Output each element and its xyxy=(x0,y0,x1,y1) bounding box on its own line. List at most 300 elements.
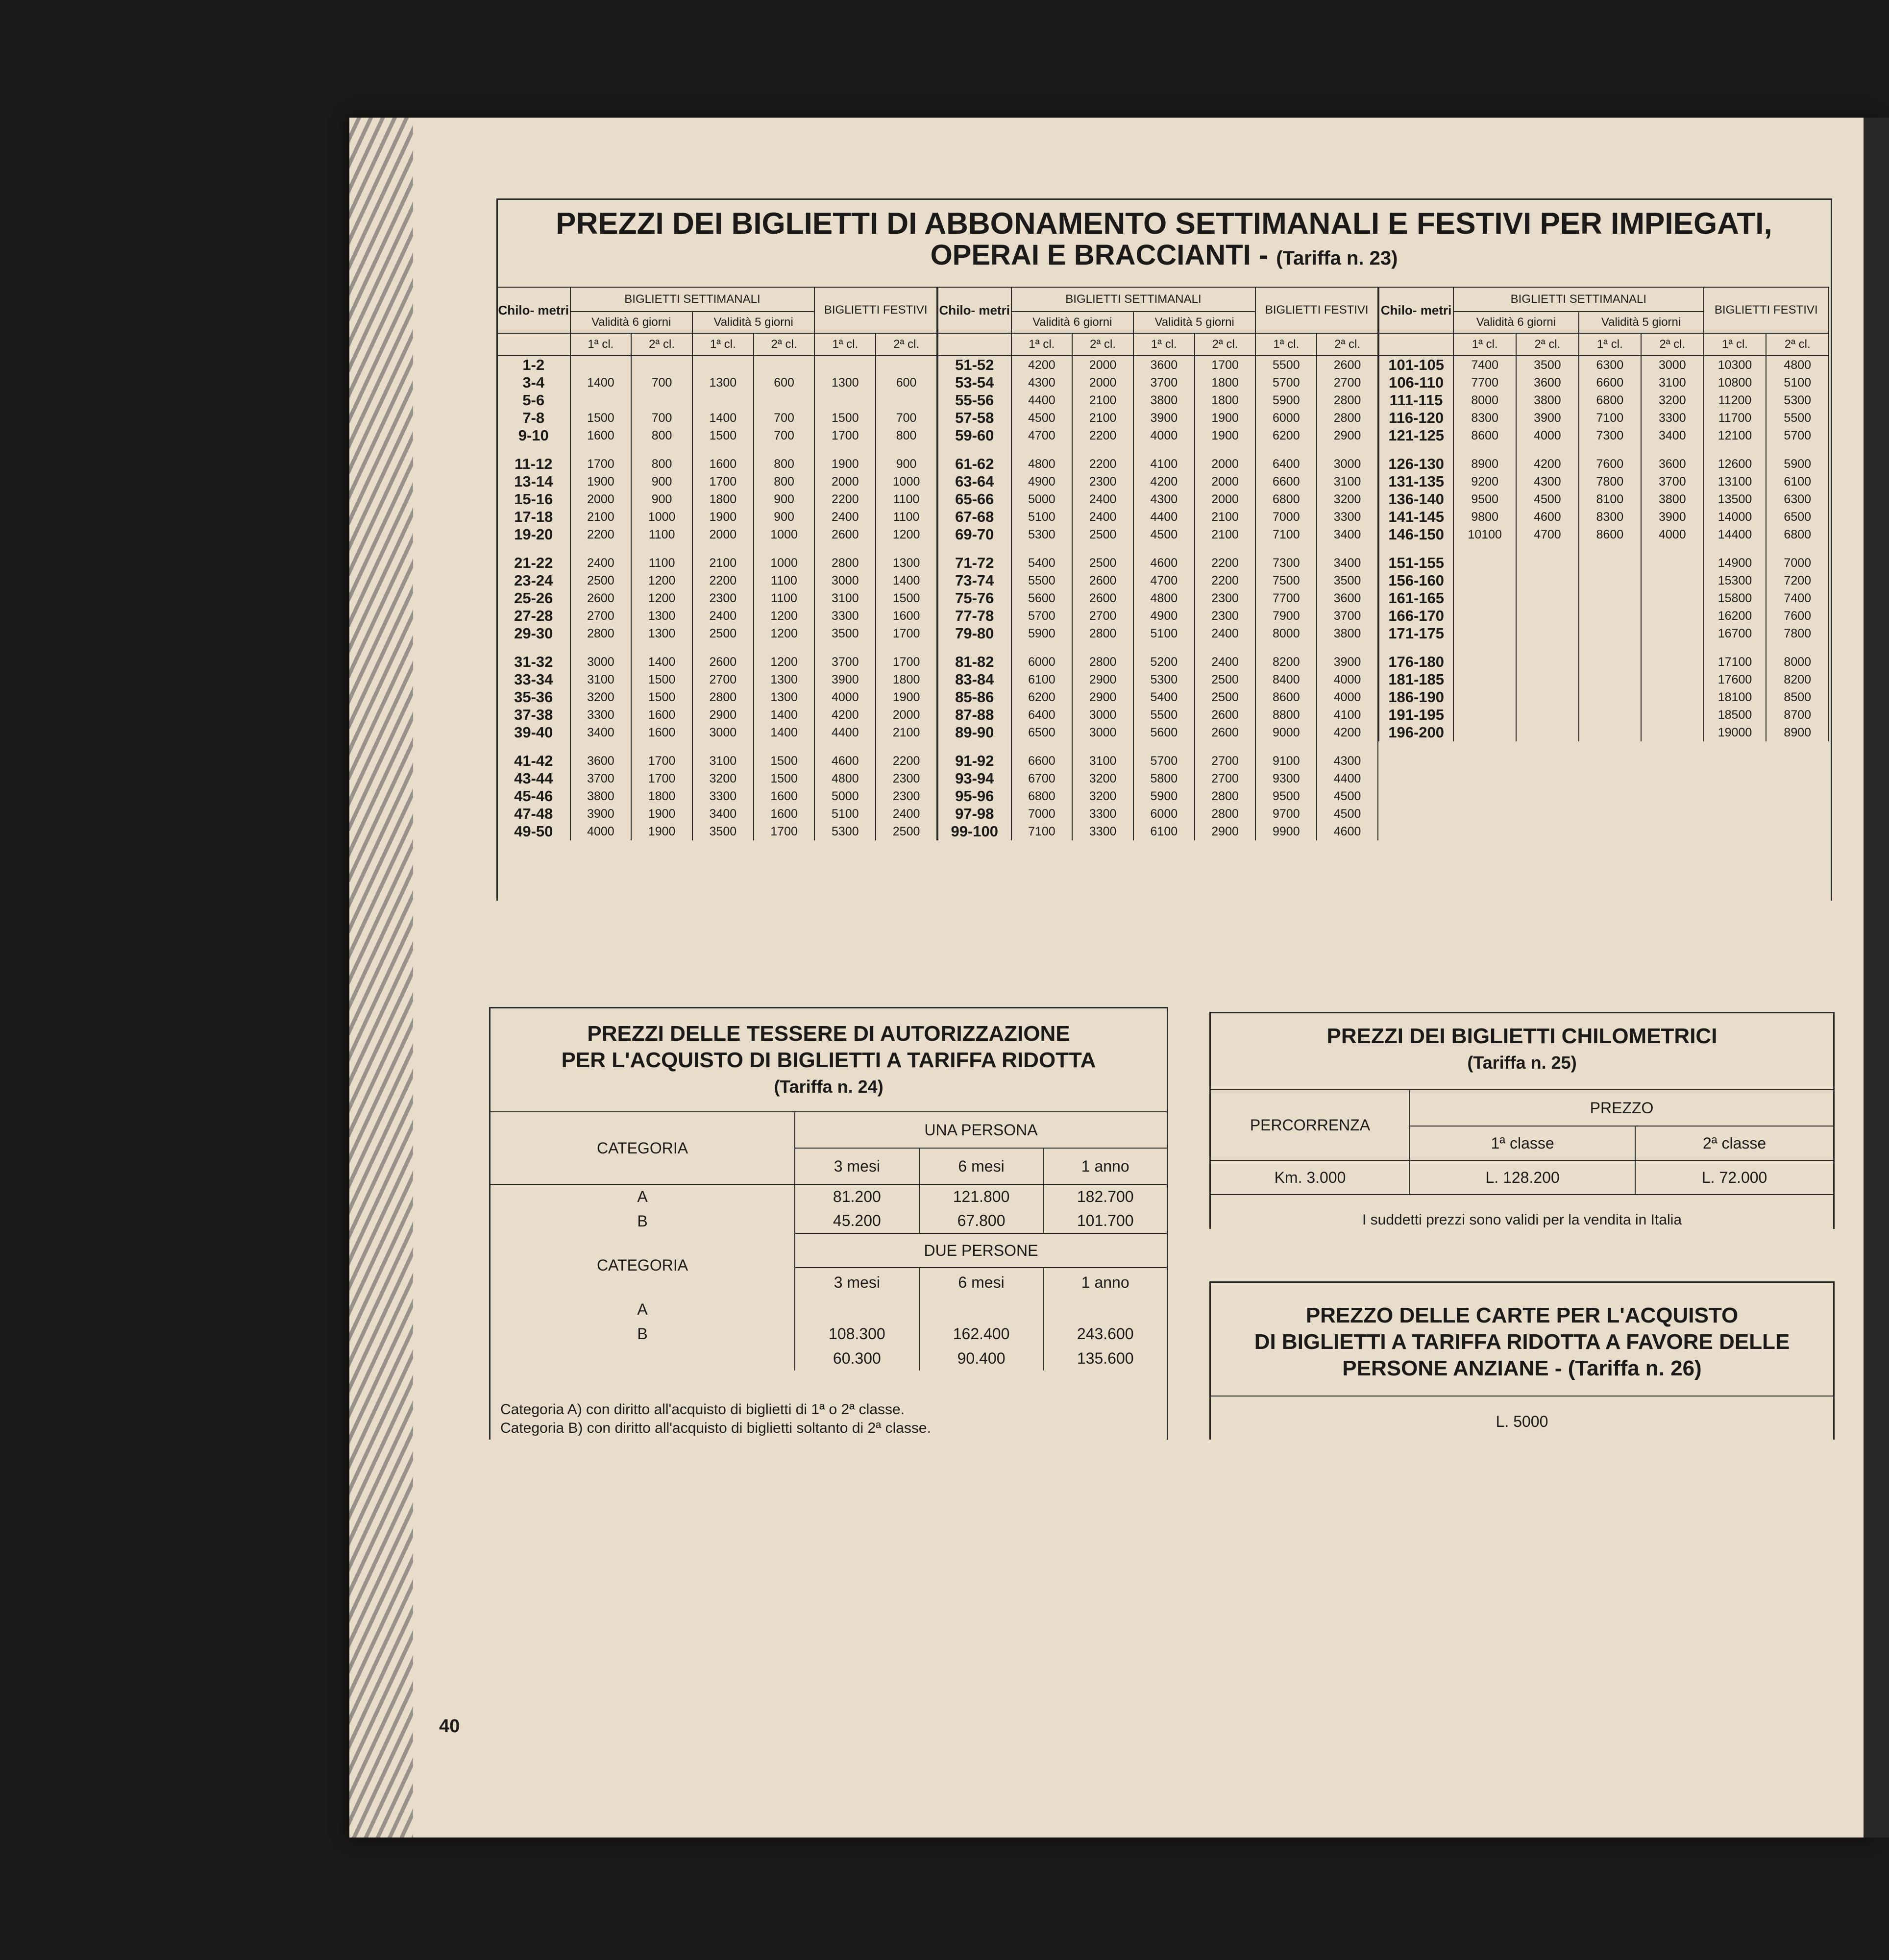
una-b-6m: 67.800 xyxy=(919,1209,1044,1233)
price-cell: 2200 xyxy=(1072,444,1133,473)
table-row xyxy=(1379,356,1829,374)
table-row xyxy=(497,724,937,741)
km-range-cell: 47-48 xyxy=(497,805,570,823)
table-row xyxy=(1379,625,1829,642)
price-cell: 11200 xyxy=(1704,392,1766,409)
table-row xyxy=(497,805,937,823)
price-cell xyxy=(1516,572,1578,589)
chilometrici-panel xyxy=(1209,1012,1835,1229)
price-cell: 2300 xyxy=(876,787,937,805)
price-cell: 2900 xyxy=(692,706,754,724)
price-cell: 3100 xyxy=(1072,741,1133,770)
price-cell: 2800 xyxy=(692,688,754,706)
price-cell xyxy=(1641,572,1703,589)
price-cell: 4900 xyxy=(1011,473,1073,490)
price-cell: 3600 xyxy=(1516,374,1578,392)
table-row xyxy=(938,427,1378,444)
period-3m: 3 mesi xyxy=(795,1148,919,1184)
class2-header: 2ª cl. xyxy=(1072,333,1133,356)
km-range-cell: 95-96 xyxy=(938,787,1011,805)
price-cell xyxy=(1579,642,1641,671)
price-cell: 2100 xyxy=(876,724,937,741)
km-range-cell: 91-92 xyxy=(938,741,1011,770)
price-cell: 2800 xyxy=(814,543,876,572)
table-row xyxy=(497,444,937,473)
price-cell: 2500 xyxy=(1072,543,1133,572)
price-cell: 5100 xyxy=(1766,374,1829,392)
price-cell: 13100 xyxy=(1704,473,1766,490)
una-persona-header: UNA PERSONA xyxy=(795,1112,1167,1148)
price-cell: 8000 xyxy=(1255,625,1317,642)
price-cell: 2800 xyxy=(1072,625,1133,642)
price-cell xyxy=(1516,543,1578,572)
km-range-cell: 161-165 xyxy=(1379,589,1453,607)
price-cell: 3200 xyxy=(1641,392,1703,409)
price-cell: 1800 xyxy=(1195,392,1256,409)
table-row xyxy=(938,741,1378,770)
price-cell: 2600 xyxy=(1195,706,1256,724)
price-cell: 4800 xyxy=(1133,589,1195,607)
price-cell: 1000 xyxy=(631,508,692,526)
price-cell: 6000 xyxy=(1011,642,1073,671)
table-row xyxy=(938,607,1378,625)
price-cell: 2400 xyxy=(1195,625,1256,642)
price-cell: 7300 xyxy=(1255,543,1317,572)
km-range-cell: 67-68 xyxy=(938,508,1011,526)
price-cell: 3500 xyxy=(814,625,876,642)
tessere-categoria-header-2: CATEGORIA xyxy=(596,1256,688,1274)
price-cell: 7000 xyxy=(1255,508,1317,526)
price-cell: 1200 xyxy=(631,589,692,607)
price-cell: 3000 xyxy=(814,572,876,589)
price-cell: 2700 xyxy=(1195,770,1256,787)
price-cell: 3800 xyxy=(1516,392,1578,409)
km-range-cell: 79-80 xyxy=(938,625,1011,642)
price-cell: 9700 xyxy=(1255,805,1317,823)
price-cell: 5700 xyxy=(1255,374,1317,392)
price-cell: 4000 xyxy=(1317,671,1378,688)
km-range-cell: 131-135 xyxy=(1379,473,1453,490)
price-cell: 2000 xyxy=(570,490,632,508)
table-row xyxy=(497,392,937,409)
price-cell: 6500 xyxy=(1011,724,1073,741)
price-cell: 3000 xyxy=(692,724,754,741)
price-cell: 2000 xyxy=(1195,444,1256,473)
km-range-cell: 141-145 xyxy=(1379,508,1453,526)
price-cell: 5700 xyxy=(1133,741,1195,770)
price-cell: 2000 xyxy=(814,473,876,490)
price-cell: 2500 xyxy=(692,625,754,642)
price-cell xyxy=(1579,671,1641,688)
price-cell: 2900 xyxy=(1072,671,1133,688)
price-cell xyxy=(1641,642,1703,671)
km-range-cell: 41-42 xyxy=(497,741,570,770)
carte-title-line2: DI BIGLIETTI A TARIFFA RIDOTTA A FAVORE DELLE xyxy=(1254,1330,1790,1354)
km-range-cell: 121-125 xyxy=(1379,427,1453,444)
price-cell: 3300 xyxy=(1072,805,1133,823)
main-block-3 xyxy=(1378,287,1829,741)
table-row xyxy=(497,572,937,589)
price-cell: 2200 xyxy=(1195,543,1256,572)
price-cell: 5100 xyxy=(1011,508,1073,526)
price-cell: 5300 xyxy=(1766,392,1829,409)
price-cell: 3700 xyxy=(1641,473,1703,490)
km-range-cell: 37-38 xyxy=(497,706,570,724)
cat-a-label: A xyxy=(637,1188,648,1205)
class1-header: 1ª cl. xyxy=(570,333,632,356)
price-cell: 900 xyxy=(754,490,815,508)
price-cell xyxy=(876,392,937,409)
class1-header: 1ª cl. xyxy=(1704,333,1766,356)
table-row xyxy=(497,427,937,444)
book-page xyxy=(349,118,1873,1838)
table-row xyxy=(938,374,1378,392)
price-cell: 9000 xyxy=(1255,724,1317,741)
due-spacer-label xyxy=(491,1346,795,1371)
price-cell xyxy=(1516,706,1578,724)
price-cell: 6500 xyxy=(1766,508,1829,526)
una-b-1y: 101.700 xyxy=(1043,1209,1167,1233)
price-cell: 9100 xyxy=(1255,741,1317,770)
km-range-cell: 136-140 xyxy=(1379,490,1453,508)
price2-value: L. 72.000 xyxy=(1635,1160,1833,1195)
table-row xyxy=(938,724,1378,741)
price-cell: 4300 xyxy=(1133,490,1195,508)
tessere-notes xyxy=(500,1400,931,1438)
tessere-panel xyxy=(489,1007,1168,1440)
price-cell: 2800 xyxy=(1317,409,1378,427)
festivi-header: BIGLIETTI FESTIVI xyxy=(814,287,937,333)
price-cell xyxy=(570,356,632,374)
km-range-cell: 61-62 xyxy=(938,444,1011,473)
table-row xyxy=(497,607,937,625)
main-block-2 xyxy=(937,287,1378,840)
price-cell xyxy=(1453,706,1516,724)
price-cell xyxy=(692,392,754,409)
price-cell: 4500 xyxy=(1133,526,1195,543)
price-cell: 1100 xyxy=(754,572,815,589)
carte-panel xyxy=(1209,1281,1835,1440)
price-cell xyxy=(1453,589,1516,607)
price-cell: 8800 xyxy=(1255,706,1317,724)
price-cell xyxy=(1453,671,1516,688)
price-cell: 3100 xyxy=(570,671,632,688)
table-row xyxy=(938,787,1378,805)
price-cell: 2300 xyxy=(876,770,937,787)
price-cell: 1700 xyxy=(1195,356,1256,374)
price-cell: 1000 xyxy=(754,543,815,572)
price-cell: 6300 xyxy=(1579,356,1641,374)
price-cell: 1100 xyxy=(876,490,937,508)
period-6m: 6 mesi xyxy=(919,1148,1044,1184)
price-cell: 14400 xyxy=(1704,526,1766,543)
price-cell: 3700 xyxy=(570,770,632,787)
price-cell: 8600 xyxy=(1255,688,1317,706)
price-cell: 4600 xyxy=(1133,543,1195,572)
km-range-cell: 33-34 xyxy=(497,671,570,688)
settimanali-header: BIGLIETTI SETTIMANALI xyxy=(1453,287,1703,312)
price-cell: 8500 xyxy=(1766,688,1829,706)
class2-header: 2ª cl. xyxy=(1766,333,1829,356)
price-cell: 3000 xyxy=(1317,444,1378,473)
price-cell: 4300 xyxy=(1011,374,1073,392)
price-cell: 2000 xyxy=(1195,473,1256,490)
price-cell: 3100 xyxy=(1641,374,1703,392)
price-cell: 2000 xyxy=(1072,356,1133,374)
price-cell xyxy=(1453,625,1516,642)
km-range-cell: 21-22 xyxy=(497,543,570,572)
price-cell: 1700 xyxy=(876,642,937,671)
validita5-header: Validità 5 giorni xyxy=(1579,312,1704,333)
price-cell xyxy=(1641,706,1703,724)
tessere-note-a: Categoria A) con diritto all'acquisto di biglietti di 1ª o 2ª classe. xyxy=(500,1401,905,1418)
table-row xyxy=(497,526,937,543)
price-cell: 8200 xyxy=(1766,671,1829,688)
price-cell: 5500 xyxy=(1766,409,1829,427)
price-cell: 2400 xyxy=(570,543,632,572)
price-cell: 2800 xyxy=(1317,392,1378,409)
table-row xyxy=(938,805,1378,823)
price-cell: 7800 xyxy=(1766,625,1829,642)
tessere-title-line1: PREZZI DELLE TESSERE DI AUTORIZZAZIONE xyxy=(587,1022,1070,1046)
due-period-6m: 6 mesi xyxy=(919,1268,1044,1297)
price-cell: 5800 xyxy=(1133,770,1195,787)
table-row xyxy=(497,770,937,787)
price-cell: 7400 xyxy=(1766,589,1829,607)
una-a-6m: 121.800 xyxy=(919,1184,1044,1209)
carte-title-line3: PERSONE ANZIANE - xyxy=(1342,1356,1568,1380)
km-value: Km. 3.000 xyxy=(1211,1160,1410,1195)
price-cell: 7700 xyxy=(1255,589,1317,607)
price-cell: 2200 xyxy=(692,572,754,589)
km-range-cell: 71-72 xyxy=(938,543,1011,572)
price-cell: 3000 xyxy=(1072,724,1133,741)
km-range-cell: 81-82 xyxy=(938,642,1011,671)
price-cell xyxy=(1641,724,1703,741)
price-cell: 16700 xyxy=(1704,625,1766,642)
main-title xyxy=(496,208,1832,274)
price-cell: 17100 xyxy=(1704,642,1766,671)
km-range-cell: 49-50 xyxy=(497,823,570,840)
price-cell: 10300 xyxy=(1704,356,1766,374)
km-range-cell: 1-2 xyxy=(497,356,570,374)
price-cell: 5900 xyxy=(1011,625,1073,642)
table-row xyxy=(497,543,937,572)
price-cell: 4400 xyxy=(1011,392,1073,409)
price-cell: 3600 xyxy=(570,741,632,770)
chilometri-header: Chilo- metri xyxy=(497,287,570,333)
price-cell: 1600 xyxy=(754,805,815,823)
price-cell: 4800 xyxy=(1766,356,1829,374)
km-range-cell: 116-120 xyxy=(1379,409,1453,427)
price-cell: 2600 xyxy=(1072,589,1133,607)
km-range-cell: 3-4 xyxy=(497,374,570,392)
price-cell: 700 xyxy=(876,409,937,427)
price-cell: 8600 xyxy=(1579,526,1641,543)
class2-header: 2ª cl. xyxy=(1317,333,1378,356)
class2-header: 2ª cl. xyxy=(1641,333,1703,356)
price-cell: 2600 xyxy=(1317,356,1378,374)
price-cell: 7100 xyxy=(1579,409,1641,427)
price-cell: 5900 xyxy=(1766,444,1829,473)
tessere-note-b: Categoria B) con diritto all'acquisto di biglietti soltanto di 2ª classe. xyxy=(500,1420,931,1436)
price-cell: 5000 xyxy=(1011,490,1073,508)
validita5-header: Validità 5 giorni xyxy=(692,312,814,333)
price-cell xyxy=(1516,589,1578,607)
price-cell xyxy=(876,356,937,374)
km-range-cell: 87-88 xyxy=(938,706,1011,724)
price-cell: 1700 xyxy=(876,625,937,642)
main-title-line1: PREZZI DEI BIGLIETTI DI ABBONAMENTO SETTIMANALI E FESTIVI PER IMPIEGATI, xyxy=(556,207,1772,241)
price-cell: 1800 xyxy=(631,787,692,805)
table-row xyxy=(938,572,1378,589)
km-range-cell: 89-90 xyxy=(938,724,1011,741)
price-cell: 4500 xyxy=(1317,787,1378,805)
km-range-cell: 17-18 xyxy=(497,508,570,526)
km-range-cell: 63-64 xyxy=(938,473,1011,490)
price-cell: 1700 xyxy=(692,473,754,490)
table-row xyxy=(1379,392,1829,409)
km-range-cell: 55-56 xyxy=(938,392,1011,409)
price-cell: 2900 xyxy=(1072,688,1133,706)
table-row xyxy=(938,392,1378,409)
price-cell xyxy=(1641,671,1703,688)
price-cell: 5500 xyxy=(1255,356,1317,374)
table-row xyxy=(497,589,937,607)
price-cell: 15800 xyxy=(1704,589,1766,607)
due-period-3m: 3 mesi xyxy=(795,1268,919,1297)
price-cell xyxy=(754,392,815,409)
class2-header: 2ª cl. xyxy=(876,333,937,356)
price-cell: 8000 xyxy=(1453,392,1516,409)
table-row xyxy=(938,444,1378,473)
price-cell: 9500 xyxy=(1255,787,1317,805)
price-cell: 1600 xyxy=(876,607,937,625)
table-row xyxy=(497,374,937,392)
price-cell: 8300 xyxy=(1579,508,1641,526)
km-range-cell: 31-32 xyxy=(497,642,570,671)
price-cell: 2000 xyxy=(1072,374,1133,392)
price-cell: 2700 xyxy=(1072,607,1133,625)
price-cell: 2600 xyxy=(1195,724,1256,741)
price-cell: 1800 xyxy=(876,671,937,688)
price-cell: 2200 xyxy=(1072,427,1133,444)
chilometrici-note: I suddetti prezzi sono validi per la vendita in Italia xyxy=(1362,1212,1682,1228)
price-cell: 3400 xyxy=(1317,526,1378,543)
chilometrici-tariff: (Tariffa n. 25) xyxy=(1467,1053,1577,1073)
chilometrici-table xyxy=(1211,1089,1833,1195)
validita6-header: Validità 6 giorni xyxy=(1453,312,1578,333)
class-spacer xyxy=(497,333,570,356)
price-cell: 9300 xyxy=(1255,770,1317,787)
class1-header: 1ª cl. xyxy=(1255,333,1317,356)
price-cell: 1200 xyxy=(876,526,937,543)
price-cell: 16200 xyxy=(1704,607,1766,625)
price-cell: 800 xyxy=(631,427,692,444)
price-cell: 3100 xyxy=(1317,473,1378,490)
price-cell: 4200 xyxy=(1133,473,1195,490)
price-cell: 4300 xyxy=(1317,741,1378,770)
carte-title-line1: PREZZO DELLE CARTE PER L'ACQUISTO xyxy=(1305,1303,1739,1327)
price-cell xyxy=(570,392,632,409)
price-cell: 6100 xyxy=(1766,473,1829,490)
price-cell: 2800 xyxy=(1195,805,1256,823)
price-cell: 3000 xyxy=(1072,706,1133,724)
price-cell: 2600 xyxy=(570,589,632,607)
price-cell: 7000 xyxy=(1766,543,1829,572)
price-cell: 1700 xyxy=(631,741,692,770)
km-range-cell: 43-44 xyxy=(497,770,570,787)
price-cell: 2500 xyxy=(1195,688,1256,706)
price-cell: 1500 xyxy=(631,688,692,706)
km-range-cell: 35-36 xyxy=(497,688,570,706)
price-cell: 6800 xyxy=(1579,392,1641,409)
price-cell: 2000 xyxy=(876,706,937,724)
price-cell: 13500 xyxy=(1704,490,1766,508)
price-cell: 2500 xyxy=(876,823,937,840)
price-cell: 900 xyxy=(876,444,937,473)
price-cell: 2000 xyxy=(1195,490,1256,508)
price-cell: 3700 xyxy=(1133,374,1195,392)
due-persone-header: DUE PERSONE xyxy=(795,1233,1167,1268)
price-cell: 5600 xyxy=(1011,589,1073,607)
price-cell: 3300 xyxy=(1317,508,1378,526)
km-range-cell: 5-6 xyxy=(497,392,570,409)
km-range-cell: 59-60 xyxy=(938,427,1011,444)
km-range-cell: 45-46 xyxy=(497,787,570,805)
price-cell: 2300 xyxy=(1072,473,1133,490)
price-cell: 8000 xyxy=(1766,642,1829,671)
table-row xyxy=(938,642,1378,671)
table-row xyxy=(938,688,1378,706)
table-row xyxy=(938,356,1378,374)
price-cell: 8100 xyxy=(1579,490,1641,508)
price-cell: 19000 xyxy=(1704,724,1766,741)
price-cell: 1900 xyxy=(631,823,692,840)
price-cell: 7400 xyxy=(1453,356,1516,374)
price-cell: 1500 xyxy=(754,770,815,787)
class2-header: 2ª cl. xyxy=(754,333,815,356)
page-number: 40 xyxy=(439,1716,460,1737)
km-range-cell: 23-24 xyxy=(497,572,570,589)
price-cell: 1700 xyxy=(754,823,815,840)
price-cell: 1500 xyxy=(570,409,632,427)
price-cell xyxy=(1579,607,1641,625)
price-cell xyxy=(1641,543,1703,572)
class1-header: 1ª cl. xyxy=(1453,333,1516,356)
price-cell: 4000 xyxy=(1133,427,1195,444)
price-cell: 17600 xyxy=(1704,671,1766,688)
price-cell: 700 xyxy=(631,374,692,392)
price-cell xyxy=(1453,642,1516,671)
table-row xyxy=(1379,473,1829,490)
price-cell: 4000 xyxy=(1317,688,1378,706)
price-cell xyxy=(1453,724,1516,741)
km-range-cell: 85-86 xyxy=(938,688,1011,706)
class2-header: 2ª cl. xyxy=(1195,333,1256,356)
carte-tariff: (Tariffa n. 26) xyxy=(1568,1356,1702,1380)
km-range-cell: 176-180 xyxy=(1379,642,1453,671)
festivi-header: BIGLIETTI FESTIVI xyxy=(1255,287,1378,333)
table-row xyxy=(1379,589,1829,607)
km-range-cell: 101-105 xyxy=(1379,356,1453,374)
table-row xyxy=(938,625,1378,642)
price-cell: 1600 xyxy=(692,444,754,473)
price-cell: 4400 xyxy=(814,724,876,741)
price-cell: 3100 xyxy=(814,589,876,607)
price-cell: 3900 xyxy=(814,671,876,688)
price-cell: 1500 xyxy=(876,589,937,607)
